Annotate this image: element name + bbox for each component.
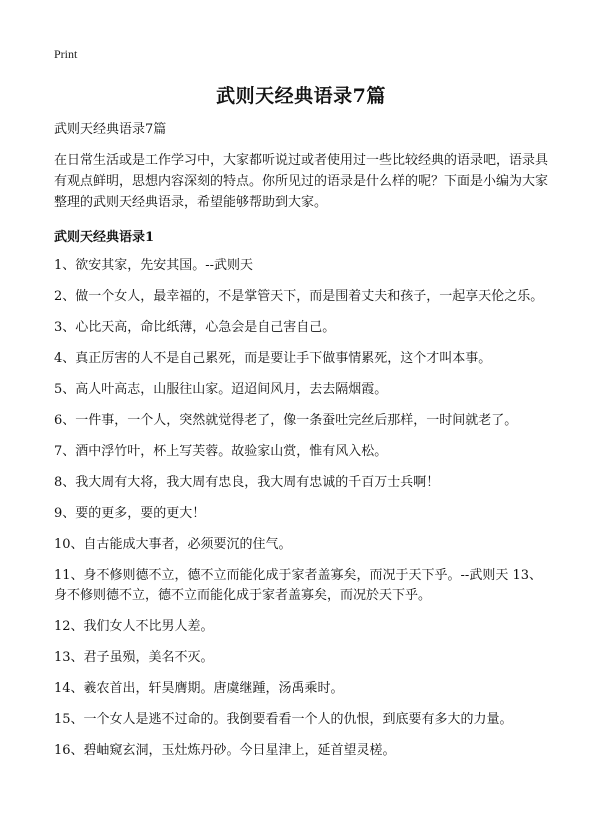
print-label: Print — [54, 47, 78, 61]
quote-item: 10、自古能成大事者，必须要沉的住气。 — [54, 537, 292, 552]
quote-item: 13、君子虽殒，美名不灭。 — [54, 650, 214, 665]
quote-item: 15、一个女人是逃不过命的。我倒要看看一个人的仇恨，到底要有多大的力量。 — [54, 712, 513, 727]
quote-list — [54, 256, 548, 761]
quote-item: 14、羲农首出，轩昊膺期。唐虞继踵，汤禹乘时。 — [54, 681, 344, 696]
quote-item: 4、真正厉害的人不是自己累死，而是要让手下做事情累死，这个才叫本事。 — [54, 351, 492, 366]
quote-item: 7、酒中浮竹叶，杯上写芙蓉。故验家山赏，惟有风入松。 — [54, 444, 388, 459]
quote-item: 11、身不修则德不立，德不立而能化成于家者盖寡矣，而况于天下乎。--武则天 13、身不修则德不立，德不立而能化成于家者盖寡矣，而况於天下乎。 — [54, 568, 543, 603]
quote-item: 1、欲安其家，先安其国。--武则天 — [54, 258, 254, 273]
quote-item: 3、心比天高，命比纸薄，心急会是自己害自己。 — [54, 320, 336, 335]
quote-item: 12、我们女人不比男人差。 — [54, 619, 214, 634]
quote-item: 8、我大周有大将，我大周有忠良，我大周有忠诚的千百万士兵啊！ — [54, 475, 440, 490]
section-heading: 武则天经典语录1 — [54, 230, 155, 245]
quote-item: 16、碧岫窥玄洞，玉灶炼丹砂。今日星津上，延首望灵槎。 — [54, 743, 396, 758]
document-subtitle: 武则天经典语录7篇 — [54, 122, 167, 137]
intro-paragraph: 在日常生活或是工作学习中，大家都听说过或者使用过一些比较经典的语录吧，语录具有观点鲜明，思想内容深刻的特点。你所见过的语录是什么样的呢？下面是小编为大家整理的武则天经典语录，希望能够帮助到大家。 — [54, 153, 549, 210]
quote-item: 6、一件事，一个人，突然就觉得老了，像一条蚕吐完丝后那样，一时间就老了。 — [54, 413, 518, 428]
page-title: 武则天经典语录7篇 — [216, 85, 386, 107]
quote-item: 5、高人叶高志，山服往山家。迢迢间风月，去去隔烟霞。 — [54, 382, 388, 397]
quote-item: 2、做一个女人，最幸福的，不是掌管天下，而是围着丈夫和孩子，一起享天伦之乐。 — [54, 289, 544, 304]
quote-item: 9、要的更多，要的更大！ — [54, 506, 206, 521]
